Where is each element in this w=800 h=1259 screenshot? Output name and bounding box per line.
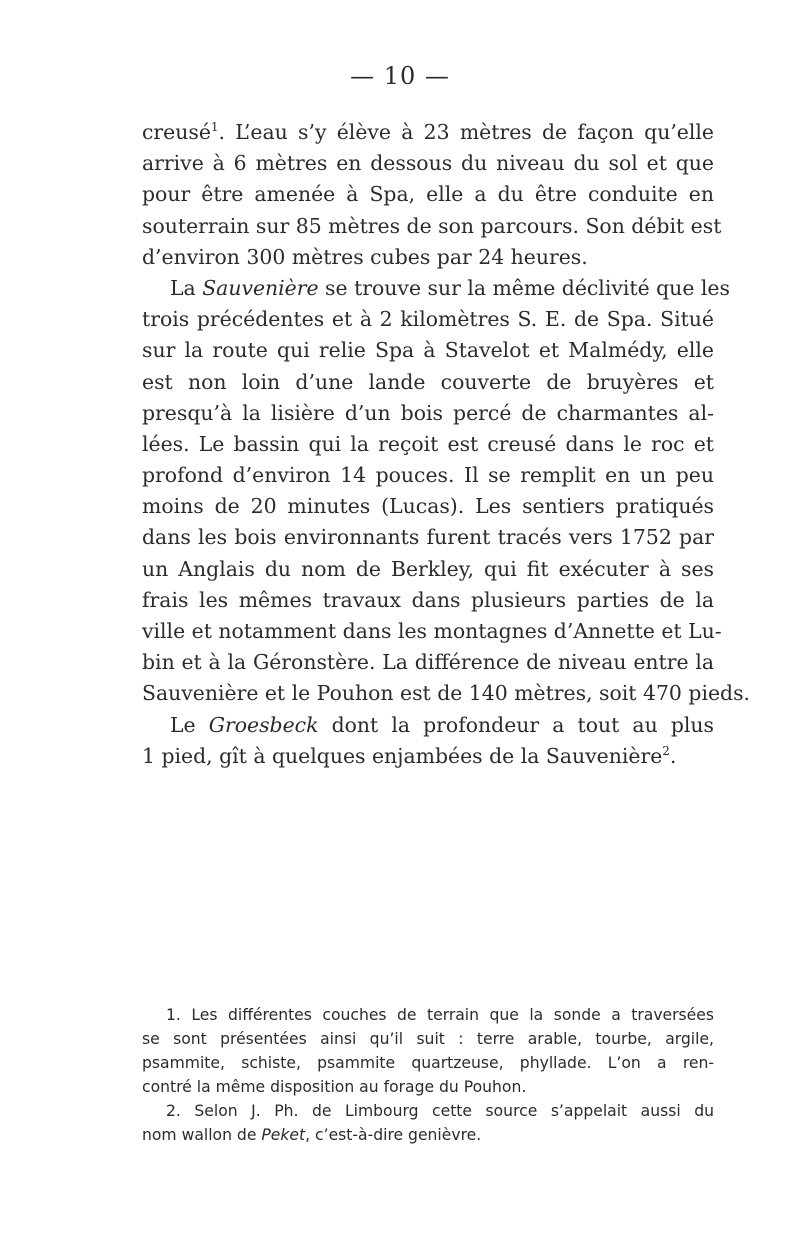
text-line: souterrain sur 85 mètres de son parcours. Son débit est (142, 213, 722, 238)
footnote-line: contré la même disposition au forage du Pouhon. (142, 1078, 527, 1096)
page-number: — 10 — (350, 62, 450, 90)
text-line: profond d’environ 14 pouces. Il se remplit en un peu (142, 463, 714, 488)
footnotes (142, 1003, 714, 1147)
text-fragment: . (669, 743, 677, 768)
footnote-line: 2. Selon J. Ph. de Limbourg cette source s’appelait aussi du (166, 1102, 714, 1120)
text-line: d’environ 300 mètres cubes par 24 heures. (142, 244, 588, 269)
text-line: lées. Le bassin qui la reçoit est creusé dans le roc et (142, 431, 714, 456)
footnote-ref-2[interactable]: 2 (662, 743, 670, 758)
text-fragment: . L’eau s’y élève à 23 mètres de façon qu’elle (218, 120, 714, 144)
text-line: est non loin d’une lande couverte de bruyères et (142, 369, 714, 394)
text-fragment: nom wallon de (142, 1126, 262, 1144)
text-line: frais les mêmes travaux dans plusieurs parties de la (142, 587, 714, 612)
text-fragment: se trouve sur la même déclivité que les (318, 275, 730, 300)
text-line: ville et notamment dans les montagnes d’Annette et Lu- (142, 619, 722, 643)
footnote-ref-1[interactable]: 1 (210, 120, 219, 135)
text-line: trois précédentes et à 2 kilomètres S. E. de Spa. Situé (142, 307, 714, 332)
text-line (142, 710, 714, 741)
footnote-line (142, 1123, 714, 1147)
text-line: bin et à la Géronstère. La différence de niveau entre la (142, 650, 714, 675)
body-text (142, 117, 751, 772)
text-line: moins de 20 minutes (Lucas). Les sentiers pratiqués (142, 494, 714, 519)
text-line (142, 741, 714, 772)
footnote-line: se sont présentées ainsi qu’il suit : terre arable, tourbe, argile, (142, 1030, 714, 1048)
italic-term: Groesbeck (208, 712, 319, 737)
text-fragment: La (170, 275, 203, 300)
footnote-line: 1. Les différentes couches de terrain que la sonde a traversées (166, 1006, 714, 1024)
text-fragment: Le (170, 712, 209, 737)
text-line (142, 273, 730, 304)
text-line: dans les bois environnants furent tracés vers 1752 par (142, 525, 714, 550)
text-fragment: dont la profondeur a tout au plus (318, 712, 714, 737)
text-line: arrive à 6 mètres en dessous du niveau du sol et que (142, 151, 714, 176)
text-fragment: , c’est-à-dire genièvre. (305, 1126, 482, 1144)
text-line: pour être amenée à Spa, elle a du être conduite en (142, 182, 714, 207)
text-line: un Anglais du nom de Berkley, qui fit exécuter à ses (142, 556, 714, 581)
text-fragment: 1 pied, gît à quelques enjambées de la Sauvenière (142, 743, 663, 768)
text-line: Sauvenière et le Pouhon est de 140 mètres, soit 470 pieds. (142, 681, 751, 706)
text-line: presqu’à la lisière d’un bois percé de charmantes al- (142, 400, 714, 425)
text-line (142, 117, 714, 148)
italic-term: Peket (261, 1126, 306, 1144)
italic-term: Sauvenière (202, 275, 319, 300)
text-fragment: creusé (142, 120, 211, 144)
text-line: sur la route qui relie Spa à Stavelot et Malmédy, elle (142, 338, 714, 363)
footnote-line: psammite, schiste, psammite quartzeuse, phyllade. L’on a ren- (142, 1054, 714, 1072)
